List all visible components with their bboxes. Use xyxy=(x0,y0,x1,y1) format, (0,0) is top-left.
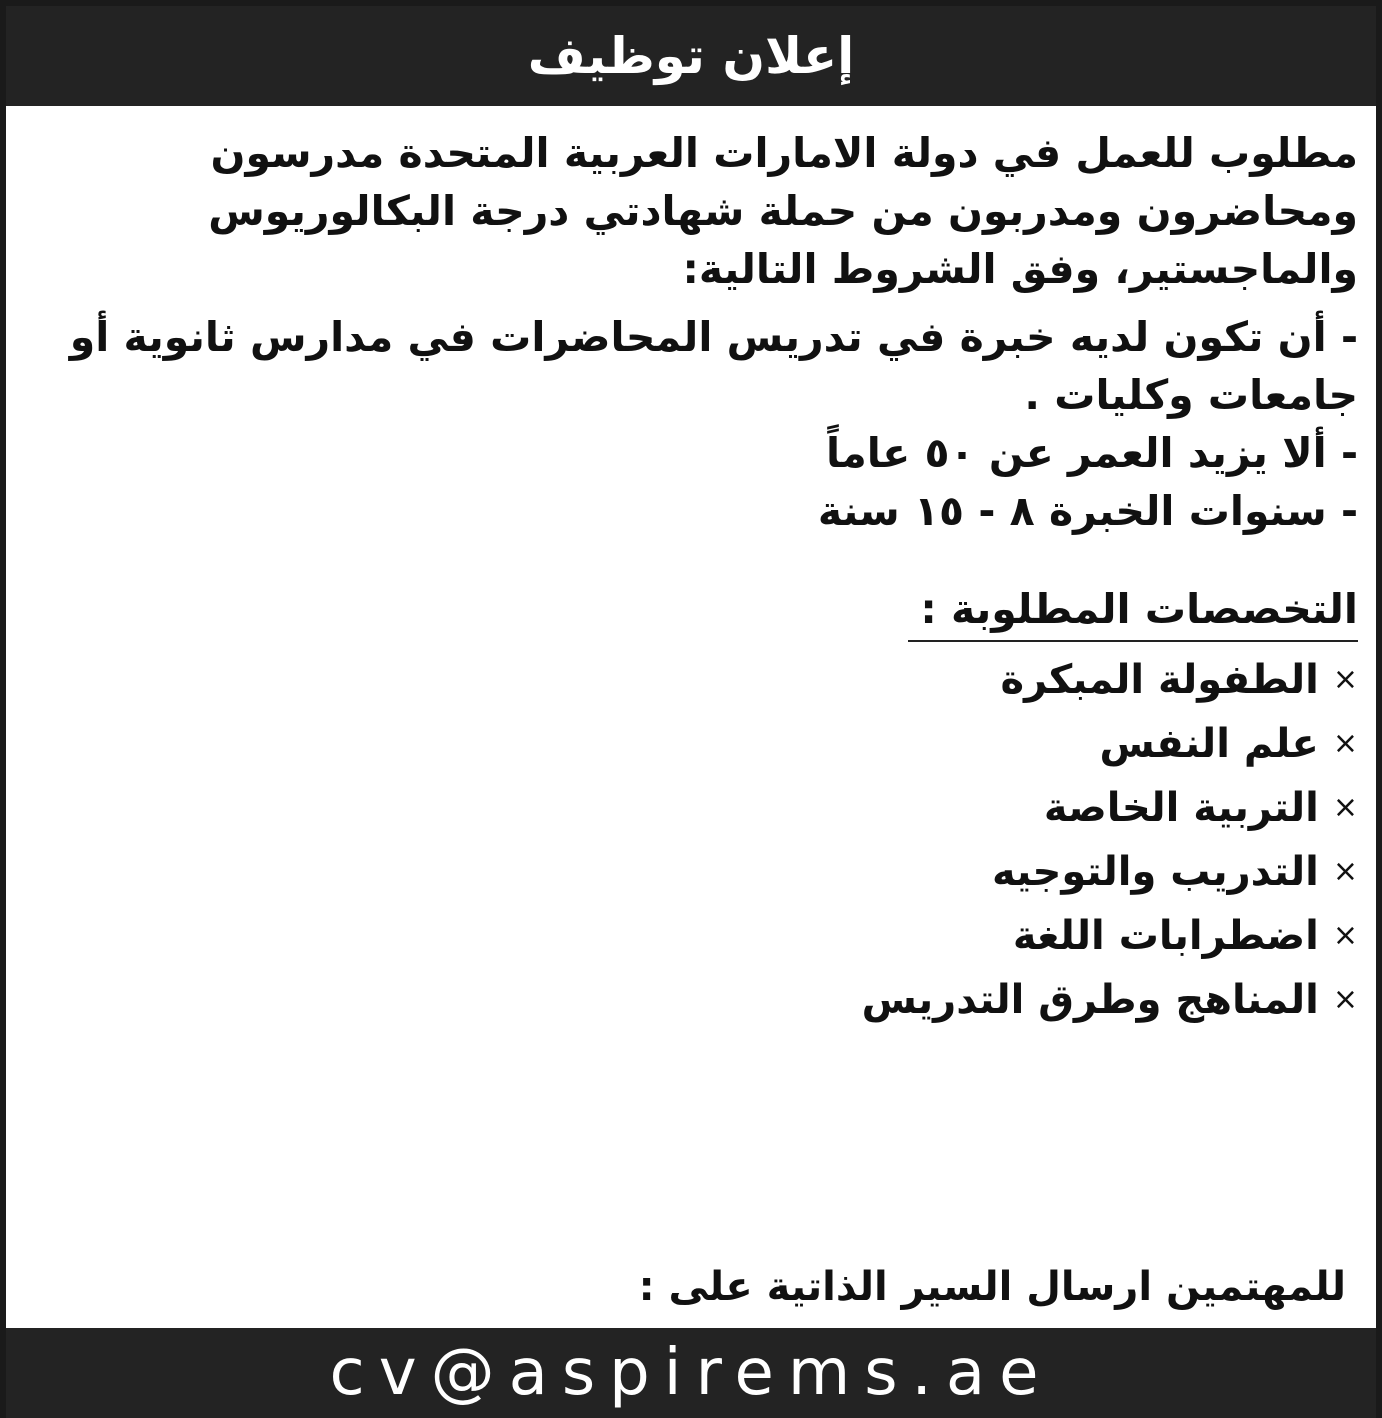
condition-years: - سنوات الخبرة ٨ - ١٥ سنة xyxy=(817,487,1358,535)
list-item xyxy=(20,840,1358,904)
intro-line-1: مطلوب للعمل في دولة الامارات العربية المتحدة مدرسون xyxy=(210,129,1358,177)
multiply-bullet-icon: × xyxy=(1332,790,1358,825)
intro-line-3: والماجستير، وفق الشروط التالية: xyxy=(682,245,1358,293)
footer-bar xyxy=(6,1328,1376,1418)
specializations-list xyxy=(20,648,1358,1032)
condition-age: - ألا يزيد العمر عن ٥٠ عاماً xyxy=(826,429,1358,477)
list-item xyxy=(20,968,1358,1032)
contact-email[interactable]: cv@aspirems.ae xyxy=(329,1336,1053,1410)
multiply-bullet-icon: × xyxy=(1332,982,1358,1017)
multiply-bullet-icon: × xyxy=(1332,662,1358,697)
specialization-label: التربية الخاصة xyxy=(1043,785,1319,831)
ad-title: إعلان توظيف xyxy=(527,27,855,85)
list-item xyxy=(20,712,1358,776)
list-item xyxy=(20,648,1358,712)
condition-experience-cont: جامعات وكليات . xyxy=(1024,371,1358,419)
specialization-label: علم النفس xyxy=(1099,721,1319,767)
specialization-label: الطفولة المبكرة xyxy=(1000,657,1319,703)
contact-instructions: للمهتمين ارسال السير الذاتية على : xyxy=(638,1264,1346,1310)
specialization-label: المناهج وطرق التدريس xyxy=(861,977,1319,1023)
intro-line-2: ومحاضرون ومدربون من حملة شهادتي درجة البكالوريوس xyxy=(208,187,1358,235)
list-item xyxy=(20,904,1358,968)
specialization-label: اضطرابات اللغة xyxy=(1012,913,1319,959)
ad-body xyxy=(20,124,1358,1032)
condition-experience: - أن تكون لديه خبرة في تدريس المحاضرات في مدارس ثانوية أو xyxy=(69,313,1358,361)
multiply-bullet-icon: × xyxy=(1332,726,1358,761)
multiply-bullet-icon: × xyxy=(1332,918,1358,953)
list-item xyxy=(20,776,1358,840)
header-bar xyxy=(6,6,1376,106)
multiply-bullet-icon: × xyxy=(1332,854,1358,889)
specializations-heading: التخصصات المطلوبة : xyxy=(908,582,1358,642)
specialization-label: التدريب والتوجيه xyxy=(991,849,1319,895)
